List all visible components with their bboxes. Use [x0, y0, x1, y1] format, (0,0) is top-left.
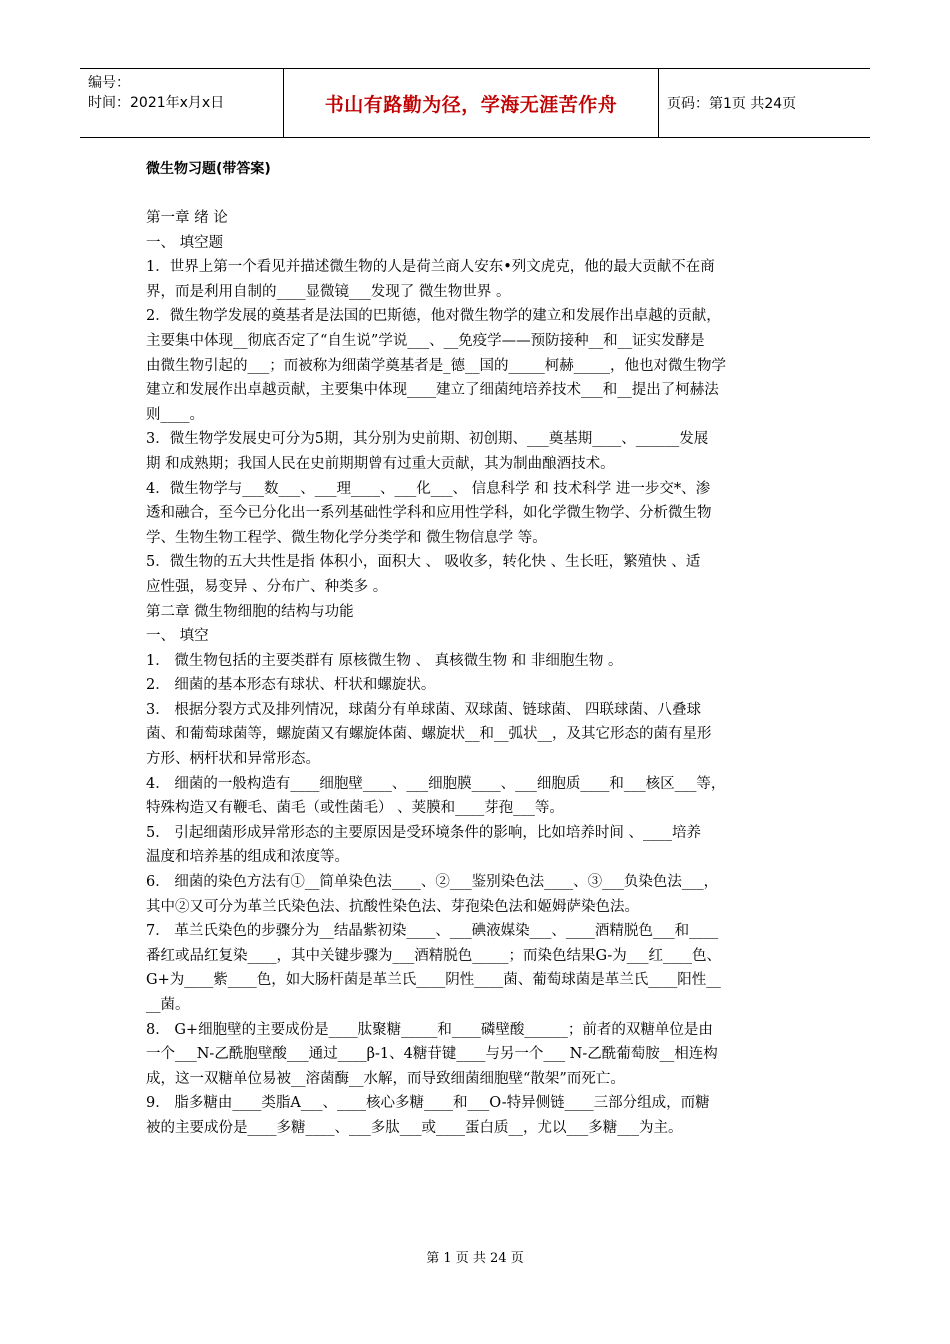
text-line: 4．微生物学与___数___、___理____、___化___、 信息科学 和 技术科学 进一步交*、渗 — [146, 480, 711, 497]
text-line: 则____。 — [146, 406, 204, 423]
header-meta — [80, 69, 283, 137]
text-line: 被的主要成份是____多糖____、___多肽___或____蛋白质__，尤以___多糖___为主。 — [146, 1119, 683, 1136]
text-line: 特殊构造又有鞭毛、菌毛（或性菌毛） 、荚膜和____芽孢___等。 — [146, 800, 564, 817]
text-line: 由微生物引起的___；而被称为细菌学奠基者是_德__国的_____柯赫_____，他也对微生物学 — [146, 357, 726, 374]
text-line: 7． 革兰氏染色的步骤分为__结晶紫初染____、___碘液媒染___、____酒精脱色___和____ — [146, 923, 719, 940]
text-line: 学、生物生物工程学、微生物化学分类学和 微生物信息学 等。 — [146, 529, 547, 546]
text-line: 6． 细菌的染色方法有①__简单染色法____、②___鉴别染色法____、③___负染色法___， — [146, 874, 719, 891]
header-motto: 书山有路勤为径，学海无涯苦作舟 — [283, 69, 659, 137]
text-line: 主要集中体现__彻底否定了“自生说”学说___、__免疫学——预防接种__和__证实发酵是 — [146, 332, 705, 349]
document-lines — [146, 206, 810, 1141]
text-line: 5． 引起细菌形成异常形态的主要原因是受环境条件的影响，比如培养时间 、____培养 — [146, 824, 701, 841]
text-line: 5．微生物的五大共性是指 体积小，面积大 、 吸收多，转化快 、生长旺，繁殖快 、适 — [146, 554, 701, 571]
text-line: 一个___N-乙酰胞壁酸___通过____β-1、4糖苷键____与另一个___ N-乙酰葡萄胺__相连构 — [146, 1046, 718, 1063]
text-line: 4． 细菌的一般构造有____细胞壁____、___细胞膜____、___细胞质____和___核区___等， — [146, 775, 726, 792]
text-line: 界，而是利用自制的____显微镜___发现了 微生物世界 。 — [146, 283, 511, 300]
text-line: 方形、柄杆状和异常形态。 — [146, 751, 320, 768]
text-line: 1．世界上第一个看见并描述微生物的人是荷兰商人安东•列文虎克，他的最大贡献不在商 — [146, 259, 715, 276]
page-footer: 第 1 页 共 24 页 — [426, 1251, 524, 1266]
text-line: 透和融合，至今已分化出一系列基础性学科和应用性学科，如化学微生物学、分析微生物 — [146, 505, 712, 522]
text-line: 菌、和葡萄球菌等，螺旋菌又有螺旋体菌、螺旋状__和__弧状__，及其它形态的菌有星形 — [146, 726, 712, 743]
document-title: 微生物习题(带答案) — [146, 161, 271, 177]
text-line: __菌。 — [146, 997, 190, 1013]
text-line: 第二章 微生物细胞的结构与功能 — [146, 603, 354, 620]
text-line: 应性强，易变异 、分布广、种类多 。 — [146, 578, 388, 595]
text-line: 1． 微生物包括的主要类群有 原核微生物 、 真核微生物 和 非细胞生物 。 — [146, 652, 623, 669]
text-line: 9． 脂多糖由____类脂A___、____核心多糖____和___O-特异侧链____三部分组成，而糖 — [146, 1095, 710, 1112]
text-line: 一、 填空 — [146, 628, 209, 645]
text-line: G+为____紫____色，如大肠杆菌是革兰氏____阴性____菌、葡萄球菌是革兰氏____阳性__ — [146, 972, 721, 989]
text-line: 3． 根据分裂方式及排列情况，球菌分有单球菌、双球菌、链球菌、 四联球菌、八叠球 — [146, 701, 701, 718]
text-line: 2． 细菌的基本形态有球状、杆状和螺旋状。 — [146, 677, 436, 694]
text-line: 一、 填空题 — [146, 234, 224, 251]
text-line: 温度和培养基的组成和浓度等。 — [146, 849, 349, 866]
text-line: 2．微生物学发展的奠基者是法国的巴斯德，他对微生物学的建立和发展作出卓越的贡献， — [146, 308, 721, 325]
text-line: 番红或品红复染____，其中关键步骤为___酒精脱色_____；而染色结果G-为___红____色、 — [146, 947, 721, 964]
doc-time-label: 时间：2021年x月x日 — [88, 95, 225, 111]
page-header — [80, 68, 870, 138]
text-line: 8． G+细胞壁的主要成份是____肽聚糖_____和____磷壁酸______；前者的双糖单位是由 — [146, 1021, 713, 1038]
text-line: 其中②又可分为革兰氏染色法、抗酸性染色法、芽孢染色法和姬姆萨染色法。 — [146, 898, 639, 915]
text-line: 建立和发展作出卓越贡献，主要集中体现____建立了细菌纯培养技术___和__提出了柯赫法 — [146, 382, 719, 399]
text-line: 第一章 绪 论 — [146, 210, 228, 226]
header-page-info: 页码：第1页 共24页 — [667, 96, 797, 112]
text-line: 3．微生物学发展史可分为5期，其分别为史前期、初创期、___奠基期____、______发展 — [146, 431, 709, 448]
doc-code-label: 编号： — [88, 75, 130, 91]
document-body — [146, 158, 810, 1141]
text-line: 期 和成熟期；我国人民在史前期期曾有过重大贡献，其为制曲酿酒技术。 — [146, 455, 615, 472]
text-line: 成，这一双糖单位易被__溶菌酶__水解，而导致细菌细胞壁“散架”而死亡。 — [146, 1070, 625, 1087]
